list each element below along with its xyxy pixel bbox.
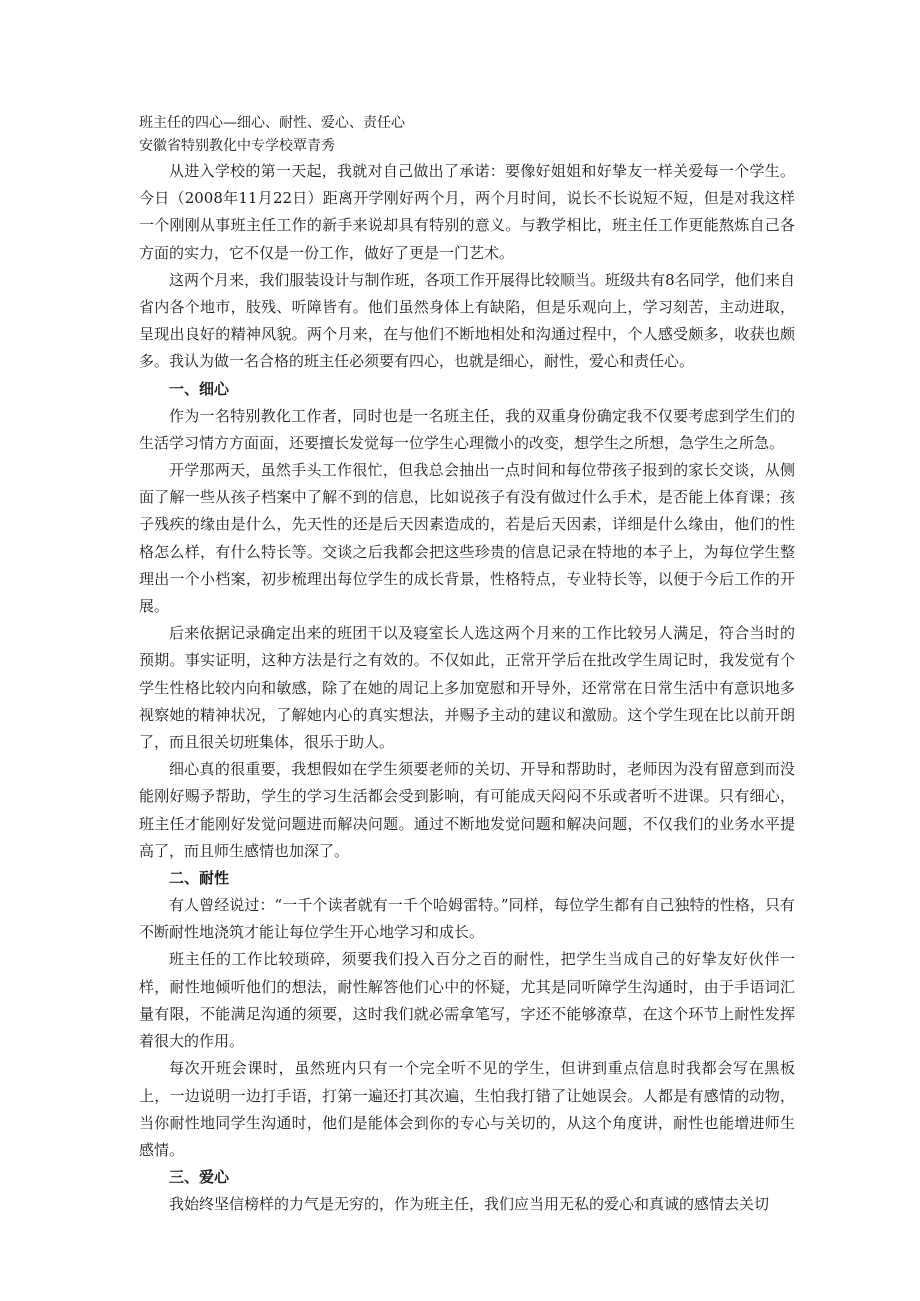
section-heading-patience: 二、耐性 xyxy=(169,869,230,888)
patience-paragraph-3: 每次开班会课时，虽然班内只有一个完全听不见的学生，但讲到重点信息时我都会写在黑板上，一边说明一边打手语，打第一遍还打其次遍，生怕我打错了让她误会。人都是有感情的动物，当你耐性地同学生沟通时，他们是能体会到你的专心与关切的，从这个角度讲，耐性也能增进师生感情。 xyxy=(139,1059,795,1159)
document-title: 班主任的四心—细心、耐性、爱心、责任心 xyxy=(139,115,405,131)
carefulness-paragraph-3: 后来依据记录确定出来的班团干以及寝室长人选这两个月来的工作比较另人满足，符合当时的预期。事实证明，这种方法是行之有效的。不仅如此，正常开学后在批改学生周记时，我发觉有个学生性格比较内向和敏感，除了在她的周记上多加宽慰和开导外，还常常在日常生活中有意识地多视察她的精神状况，了解她内心的真实想法，并赐予主动的建议和激励。这个学生现在比以前开朗了，而且很关切班集体，很乐于助人。 xyxy=(139,624,795,752)
carefulness-paragraph-1: 作为一名特别教化工作者，同时也是一名班主任，我的双重身份确定我不仅要考虑到学生们的生活学习情方方面面，还要擅长发觉每一位学生心理微小的改变，想学生之所想，急学生之所急。 xyxy=(139,406,795,452)
section-heading-love: 三、爱心 xyxy=(169,1168,230,1187)
love-paragraph-1: 我始终坚信榜样的力气是无穷的，作为班主任，我们应当用无私的爱心和真诚的感情去关切 xyxy=(169,1195,770,1214)
intro-paragraph-1: 从进入学校的第一天起，我就对自己做出了承诺：要像好姐姐和好挚友一样关爱每一个学生。今日（2008年11月22日）距离开学刚好两个月，两个月时间，说长不长说短不短，但是对我这样一个刚刚从事班主任工作的新手来说却具有特别的意义。与教学相比，班主任工作更能熬炼自己各方面的实力，它不仅是一份工作，做好了更是一门艺术。 xyxy=(139,162,795,262)
section-heading-carefulness: 一、细心 xyxy=(169,379,230,398)
document-page xyxy=(139,112,795,1218)
patience-paragraph-2: 班主任的工作比较琐碎，须要我们投入百分之百的耐性，把学生当成自己的好挚友好伙伴一样，耐性地倾听他们的想法，耐性解答他们心中的怀疑，尤其是同听障学生沟通时，由于手语词汇量有限，不能满足沟通的须要，这时我们就必需拿笔写，字还不能够潦草，在这个环节上耐性发挥着很大的作用。 xyxy=(139,950,795,1051)
document-author: 安徽省特别教化中专学校覃青秀 xyxy=(139,138,335,154)
carefulness-paragraph-2: 开学那两天，虽然手头工作很忙，但我总会抽出一点时间和每位带孩子报到的家长交谈，从侧面了解一些从孩子档案中了解不到的信息，比如说孩子有没有做过什么手术，是否能上体育课；孩子残疾的缘由是什么，先天性的还是后天因素造成的，若是后天因素，详细是什么缘由，他们的性格怎么样，有什么特长等。交谈之后我都会把这些珍贵的信息记录在特地的本子上，为每位学生整理出一个小档案，初步梳理出每位学生的成长背景，性格特点，专业特长等，以便于今后工作的开展。 xyxy=(139,461,795,616)
patience-paragraph-1: 有人曾经说过：“一千个读者就有一千个哈姆雷特。”同样，每位学生都有自己独特的性格，只有不断耐性地浇筑才能让每位学生开心地学习和成长。 xyxy=(139,896,795,942)
intro-paragraph-2: 这两个月来，我们服装设计与制作班，各项工作开展得比较顺当。班级共有8名同学，他们来自省内各个地市，肢残、听障皆有。他们虽然身体上有缺陷，但是乐观向上，学习刻苦，主动进取，呈现出良好的精神风貌。两个月来，在与他们不断地相处和沟通过程中，个人感受颇多，收获也颇多。我认为做一名合格的班主任必须要有四心，也就是细心，耐性，爱心和责任心。 xyxy=(139,270,795,371)
carefulness-paragraph-4: 细心真的很重要，我想假如在学生须要老师的关切、开导和帮助时，老师因为没有留意到而没能刚好赐予帮助，学生的学习生活都会受到影响，有可能成天闷闷不乐或者听不进课。只有细心，班主任才能刚好发觉问题进而解决问题。通过不断地发觉问题和解决问题，不仅我们的业务水平提高了，而且师生感情也加深了。 xyxy=(139,760,795,860)
